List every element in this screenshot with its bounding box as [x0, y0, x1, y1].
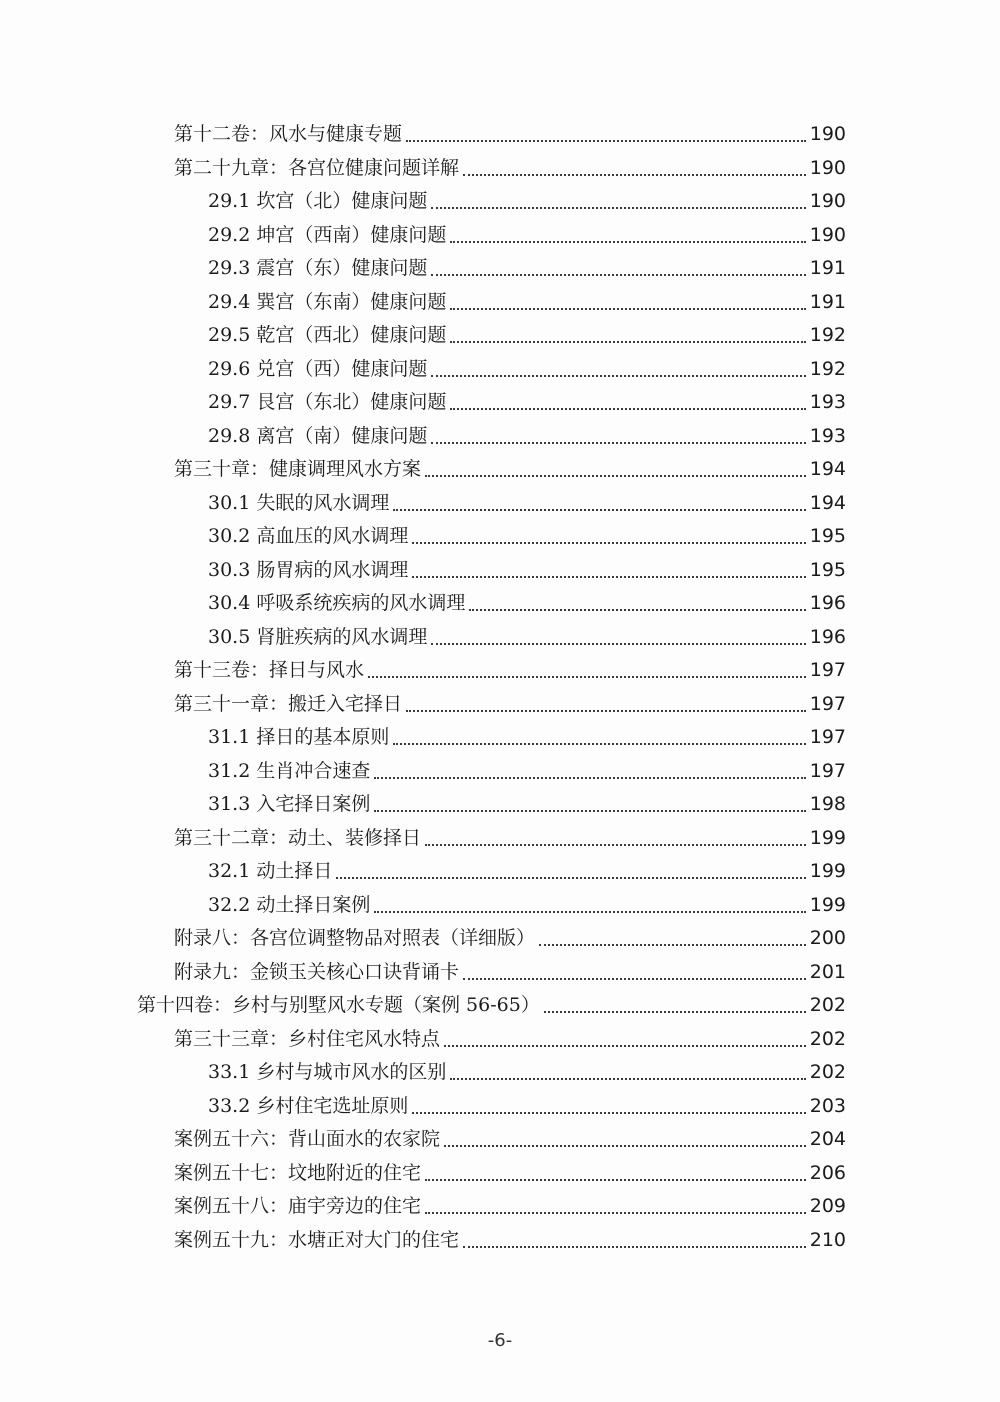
toc-entry: [208, 621, 846, 653]
toc-entry-title: 第十二卷：风水与健康专题: [174, 123, 403, 145]
toc-dot-leader: [374, 777, 805, 779]
toc-dot-leader: [463, 978, 806, 980]
toc-dot-leader: [431, 442, 805, 444]
toc-entry-title: 29.2 坤宫（西南）健康问题: [208, 223, 447, 246]
toc-entry: [208, 353, 846, 385]
toc-dot-leader: [450, 1078, 805, 1080]
toc-dot-leader: [444, 1145, 806, 1147]
toc-entry: [208, 788, 846, 820]
toc-dot-leader: [412, 576, 805, 578]
toc-dot-leader: [431, 274, 805, 276]
toc-entry-title: 附录九：金锁玉关核心口诀背诵卡: [174, 960, 460, 983]
toc-entry: [208, 487, 846, 519]
toc-entry-page-number: 204: [809, 1128, 846, 1150]
toc-entry-title: 31.3 入宅择日案例: [208, 793, 371, 815]
toc-entry-title: 案例五十七：坟地附近的住宅: [174, 1161, 422, 1184]
toc-entry-page-number: 194: [809, 491, 846, 514]
toc-entry-page-number: 200: [809, 927, 846, 949]
toc-entry: [208, 721, 846, 753]
toc-entry: [208, 755, 846, 787]
toc-dot-leader: [425, 475, 806, 477]
toc-entry-page-number: 190: [809, 223, 846, 246]
toc-entry: [174, 152, 846, 184]
toc-dot-leader: [544, 1011, 806, 1013]
toc-entry: [174, 688, 846, 720]
toc-entry: [174, 453, 846, 485]
toc-entry: [208, 185, 846, 217]
toc-entry: [174, 654, 846, 686]
toc-entry-page-number: 197: [809, 759, 846, 782]
toc-dot-leader: [463, 1246, 806, 1248]
toc-entry-title: 第十四卷：乡村与别墅风水专题（案例 56-65）: [137, 994, 540, 1016]
toc-entry-title: 附录八：各宫位调整物品对照表（详细版）: [174, 927, 536, 949]
toc-entry-page-number: 193: [809, 424, 846, 447]
toc-entry-page-number: 202: [809, 1061, 846, 1083]
toc-entry: [208, 889, 846, 921]
toc-entry: [208, 252, 846, 284]
toc-entry-page-number: 192: [809, 357, 846, 380]
toc-entry-title: 案例五十八：庙宇旁边的住宅: [174, 1195, 422, 1217]
toc-entry-title: 32.2 动土择日案例: [208, 893, 371, 916]
toc-dot-leader: [431, 207, 805, 209]
toc-entry: [174, 822, 846, 854]
toc-entry-title: 31.1 择日的基本原则: [208, 726, 390, 748]
toc-entry-title: 32.1 动土择日: [208, 860, 333, 882]
toc-entry-page-number: 196: [809, 592, 846, 614]
toc-entry: [208, 1090, 846, 1122]
toc-entry-page-number: 197: [809, 659, 846, 681]
toc-entry: [174, 1190, 846, 1222]
toc-entry: [174, 118, 846, 150]
toc-entry: [208, 420, 846, 452]
page-number: -6-: [487, 1330, 513, 1351]
toc-entry-title: 30.1 失眠的风水调理: [208, 491, 390, 514]
toc-entry: [208, 554, 846, 586]
toc-dot-leader: [425, 1212, 806, 1214]
toc-entry-title: 案例五十九：水塘正对大门的住宅: [174, 1228, 460, 1251]
toc-entry-title: 30.5 肾脏疾病的风水调理: [208, 625, 428, 648]
toc-entry-page-number: 209: [809, 1195, 846, 1217]
toc-entry: [208, 386, 846, 418]
toc-dot-leader: [406, 710, 806, 712]
toc-entry-page-number: 190: [809, 190, 846, 212]
toc-entry-title: 29.8 离宫（南）健康问题: [208, 424, 428, 447]
toc-entry-page-number: 198: [809, 793, 846, 815]
toc-entry-title: 29.5 乾宫（西北）健康问题: [208, 324, 447, 346]
toc-dot-leader: [393, 509, 805, 511]
toc-dot-leader: [450, 308, 805, 310]
toc-entry-title: 第三十三章：乡村住宅风水特点: [174, 1027, 441, 1050]
toc-entry-title: 29.4 巽宫（东南）健康问题: [208, 290, 447, 313]
toc-dot-leader: [463, 174, 806, 176]
toc-dot-leader: [450, 341, 805, 343]
toc-dot-leader: [539, 944, 806, 946]
toc-entry-page-number: 199: [809, 826, 846, 849]
toc-entry: [208, 286, 846, 318]
toc-entry-page-number: 192: [809, 324, 846, 346]
toc-entry-page-number: 202: [809, 1027, 846, 1050]
toc-entry-title: 29.1 坎宫（北）健康问题: [208, 190, 428, 212]
toc-entry-page-number: 193: [809, 391, 846, 413]
toc-entry-title: 30.3 肠胃病的风水调理: [208, 558, 409, 581]
toc-entry-page-number: 190: [809, 156, 846, 179]
toc-entry-page-number: 210: [809, 1228, 846, 1251]
toc-dot-leader: [425, 1179, 806, 1181]
toc-entry: [208, 587, 846, 619]
toc-entry: [208, 1056, 846, 1088]
toc-dot-leader: [374, 810, 805, 812]
toc-entry: [208, 520, 846, 552]
toc-entry-title: 第十三卷：择日与风水: [174, 659, 365, 681]
toc-dot-leader: [469, 609, 805, 611]
toc-dot-leader: [412, 1112, 805, 1114]
toc-dot-leader: [444, 1045, 806, 1047]
toc-dot-leader: [431, 643, 805, 645]
toc-entry-page-number: 196: [809, 625, 846, 648]
toc-entry: [208, 219, 846, 251]
toc-entry-page-number: 195: [809, 558, 846, 581]
toc-entry-title: 案例五十六：背山面水的农家院: [174, 1128, 441, 1150]
toc-entry-title: 29.6 兑宫（西）健康问题: [208, 357, 428, 380]
toc-dot-leader: [450, 408, 805, 410]
toc-entry-title: 33.1 乡村与城市风水的区别: [208, 1061, 447, 1083]
toc-dot-leader: [425, 844, 806, 846]
toc-entry: [174, 1023, 846, 1055]
toc-entry-title: 第三十章：健康调理风水方案: [174, 458, 422, 480]
toc-dot-leader: [412, 542, 805, 544]
toc-entry-page-number: 197: [809, 692, 846, 715]
toc-entry-title: 29.3 震宫（东）健康问题: [208, 257, 428, 279]
toc-entry: [174, 1224, 846, 1256]
toc-entry-page-number: 199: [809, 893, 846, 916]
toc-dot-leader: [431, 375, 805, 377]
toc-entry: [174, 1123, 846, 1155]
toc-entry-page-number: 195: [809, 525, 846, 547]
toc-dot-leader: [336, 877, 805, 879]
toc-entry: [174, 922, 846, 954]
toc-entry-page-number: 199: [809, 860, 846, 882]
toc-entry-page-number: 203: [809, 1094, 846, 1117]
toc-entry-page-number: 206: [809, 1161, 846, 1184]
toc-entry-title: 33.2 乡村住宅选址原则: [208, 1094, 409, 1117]
toc-dot-leader: [393, 743, 805, 745]
toc-entry-title: 30.2 高血压的风水调理: [208, 525, 409, 547]
toc-dot-leader: [374, 911, 805, 913]
toc-entry: [208, 319, 846, 351]
toc-entry-title: 第三十一章：搬迁入宅择日: [174, 692, 403, 715]
toc-entry-page-number: 201: [809, 960, 846, 983]
toc-entry: [174, 1157, 846, 1189]
toc-dot-leader: [450, 241, 805, 243]
toc-entry-page-number: 202: [809, 994, 846, 1016]
toc-entry-title: 31.2 生肖冲合速查: [208, 759, 371, 782]
toc-entry: [174, 956, 846, 988]
toc-dot-leader: [406, 140, 806, 142]
toc-entry-page-number: 191: [809, 257, 846, 279]
toc-entry-title: 29.7 艮宫（东北）健康问题: [208, 391, 447, 413]
toc-entry-title: 30.4 呼吸系统疾病的风水调理: [208, 592, 466, 614]
toc-dot-leader: [368, 676, 806, 678]
toc-entry-title: 第二十九章：各宫位健康问题详解: [174, 156, 460, 179]
toc-entry-page-number: 190: [809, 123, 846, 145]
toc-entry: [137, 989, 846, 1021]
toc-entry-page-number: 191: [809, 290, 846, 313]
toc-entry-page-number: 197: [809, 726, 846, 748]
toc-entry-title: 第三十二章：动土、装修择日: [174, 826, 422, 849]
toc-entry-page-number: 194: [809, 458, 846, 480]
toc-entry: [208, 855, 846, 887]
